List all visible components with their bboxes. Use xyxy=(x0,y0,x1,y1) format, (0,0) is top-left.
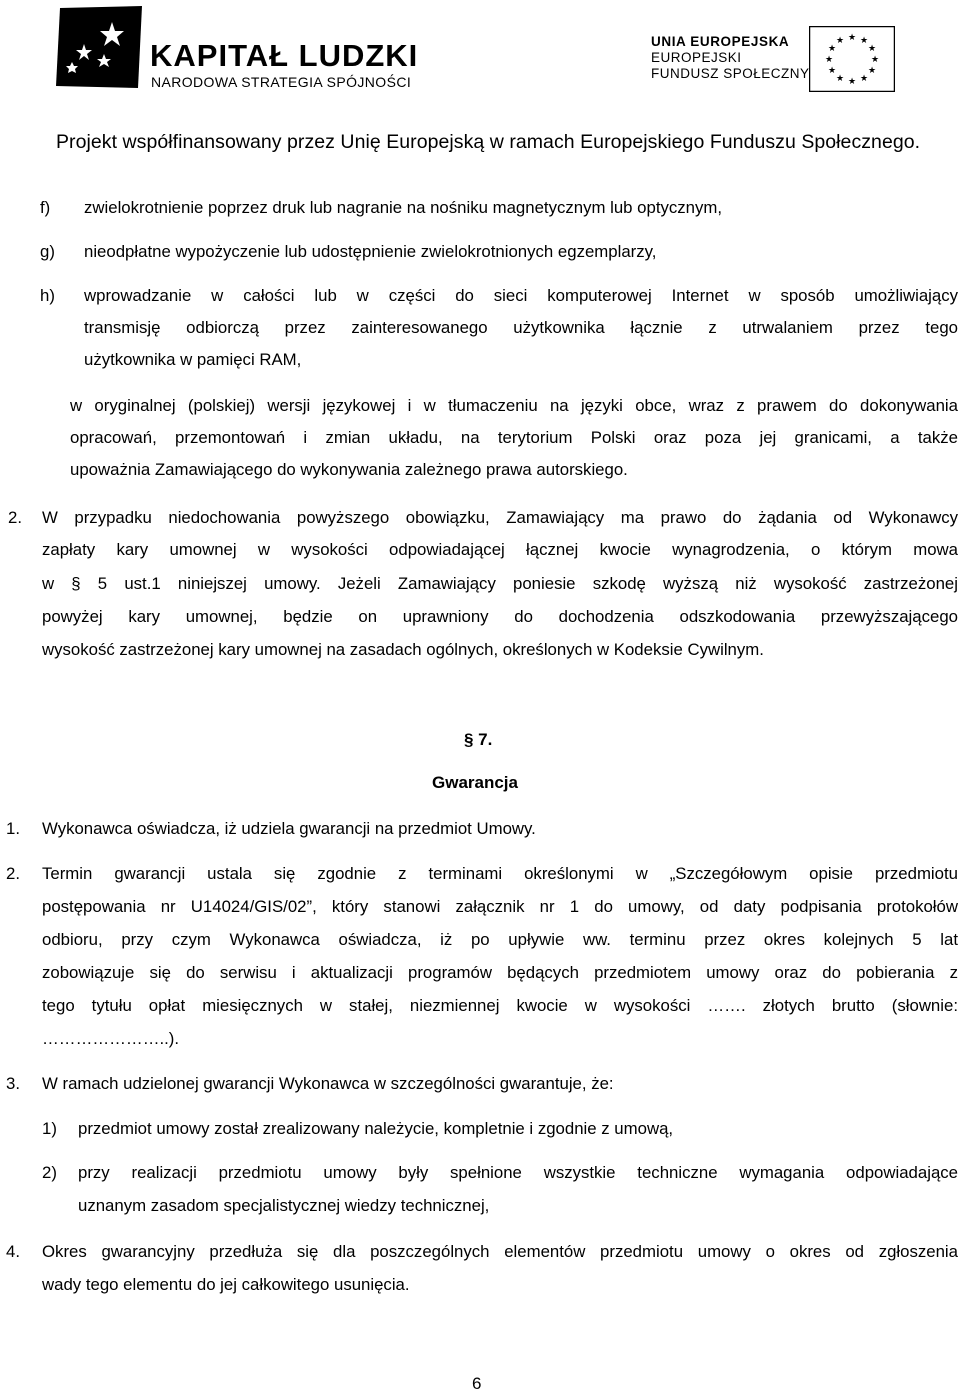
svg-text:★: ★ xyxy=(835,36,845,46)
svg-text:★: ★ xyxy=(867,44,877,54)
item-f-text: zwielokrotnienie poprzez druk lub nagranie na nośniku magnetycznym lub optycznym, xyxy=(84,198,723,217)
item-h-line-2: transmisję odbiorczą przez zainteresowanego użytkownika łącznie z utrwalaniem przez tego xyxy=(84,318,958,337)
svg-text:★: ★ xyxy=(859,36,869,46)
item-h-line-1: wprowadzanie w całości lub w części do sieci komputerowej Internet w sposób umożliwiający xyxy=(84,286,958,305)
g4-line-2: wady tego elementu do jej całkowitego usunięcia. xyxy=(42,1275,410,1294)
svg-text:★: ★ xyxy=(835,74,845,84)
eu-text-block xyxy=(651,33,810,82)
svg-text:★: ★ xyxy=(870,55,880,65)
g2-line-2: postępowania nr U14024/GIS/02”, który stanowi załącznik nr 1 do umowy, od daty podpisania protokołów xyxy=(42,897,958,916)
para2-line-3: w § 5 ust.1 niniejszej umowy. Jeżeli Zamawiający poniesie szkodę wyższą niż wysokość zastrzeżonej xyxy=(42,574,958,593)
kapital-ludzki-logo xyxy=(52,4,144,90)
g4-line-1: Okres gwarancyjny przedłuża się dla poszczególnych elementów przedmiotu umowy o okres od zgłoszenia xyxy=(42,1242,958,1261)
svg-text:★: ★ xyxy=(867,66,877,76)
g3-item-1-label: 1) xyxy=(42,1119,57,1138)
g2-line-4: zobowiązuje się do serwisu i aktualizacji programów będących przedmiotem umowy oraz do pobierania z xyxy=(42,963,958,982)
g2-line-3: odbioru, przy czym Wykonawca oświadcza, iż po upływie ww. terminu przez okres kolejnych 5 lat xyxy=(42,930,958,949)
g3-item-1-text: przedmiot umowy został zrealizowany należycie, kompletnie i zgodnie z umową, xyxy=(78,1119,674,1138)
kapital-ludzki-subtitle: NARODOWA STRATEGIA SPÓJNOŚCI xyxy=(151,74,412,90)
kapital-ludzki-title: KAPITAŁ LUDZKI xyxy=(150,38,419,73)
g2-line-6: …………………..). xyxy=(42,1029,180,1048)
para2-line-1: W przypadku niedochowania powyższego obowiązku, Zamawiający ma prawo do żądania od Wykonawcy xyxy=(42,508,958,527)
para-original-line-1: w oryginalnej (polskiej) wersji językowej i w tłumaczeniu na języki obce, wraz z prawem do dokonywania xyxy=(70,396,958,415)
g1-label: 1. xyxy=(6,819,20,838)
g2-line-5: tego tytułu opłat miesięcznych w stałej, niezmiennej kwocie w wysokości ……. złotych brutto (słownie: xyxy=(42,996,958,1015)
g3-item-2-label: 2) xyxy=(42,1163,57,1182)
item-h-line-3: użytkownika w pamięci RAM, xyxy=(84,350,302,369)
g2-label: 2. xyxy=(6,864,20,883)
g3-item-2-line-1: przy realizacji przedmiotu umowy były spełnione wszystkie techniczne wymagania odpowiadające xyxy=(78,1163,958,1182)
g3-item-2-line-2: uznanym zasadom specjalistycznej wiedzy technicznej, xyxy=(78,1196,490,1215)
eu-line-2: EUROPEJSKI xyxy=(651,50,742,65)
eu-line-3: FUNDUSZ SPOŁECZNY xyxy=(651,66,810,81)
g3-label: 3. xyxy=(6,1074,20,1093)
page-number: 6 xyxy=(472,1374,482,1393)
g4-label: 4. xyxy=(6,1242,20,1261)
svg-text:★: ★ xyxy=(827,44,837,54)
eu-flag-icon xyxy=(809,26,895,92)
item-f-label: f) xyxy=(40,198,51,217)
g2-line-1: Termin gwarancji ustala się zgodnie z terminami określonymi w „Szczegółowym opisie przedmiotu xyxy=(42,864,958,883)
para2-line-2: zapłaty kary umownej w wysokości odpowiadającej łącznej kwocie wynagrodzenia, o którym mowa xyxy=(42,540,958,559)
g3-text: W ramach udzielonej gwarancji Wykonawca w szczególności gwarantuje, że: xyxy=(42,1074,614,1093)
para2-label: 2. xyxy=(8,508,22,527)
item-g-label: g) xyxy=(40,242,55,261)
svg-text:★: ★ xyxy=(824,55,834,65)
g1-text: Wykonawca oświadcza, iż udziela gwarancji na przedmiot Umowy. xyxy=(42,819,536,838)
eu-line-1: UNIA EUROPEJSKA xyxy=(651,34,790,49)
para-original-line-3: upoważnia Zamawiającego do wykonywania zależnego prawa autorskiego. xyxy=(70,460,628,479)
svg-text:★: ★ xyxy=(827,66,837,76)
section-title: Gwarancja xyxy=(432,773,518,792)
svg-text:★: ★ xyxy=(859,74,869,84)
para2-line-5: wysokość zastrzeżonej kary umownej na zasadach ogólnych, określonych w Kodeksie Cywilnym. xyxy=(42,640,764,659)
project-cofinancing-line: Projekt współfinansowany przez Unię Europejską w ramach Europejskiego Funduszu Społecznego. xyxy=(56,131,921,153)
svg-text:★: ★ xyxy=(847,77,857,87)
para-original-line-2: opracowań, przemontowań i zmian układu, na terytorium Polski oraz poza jej granicami, a także xyxy=(70,428,958,447)
svg-text:★: ★ xyxy=(847,33,857,43)
para2-line-4: powyżej kary umownej, będzie on uprawniony do dochodzenia odszkodowania przewyższającego xyxy=(42,607,958,626)
item-h-label: h) xyxy=(40,286,55,305)
section-number: § 7. xyxy=(464,730,493,749)
item-g-text: nieodpłatne wypożyczenie lub udostępnienie zwielokrotnionych egzemplarzy, xyxy=(84,242,657,261)
